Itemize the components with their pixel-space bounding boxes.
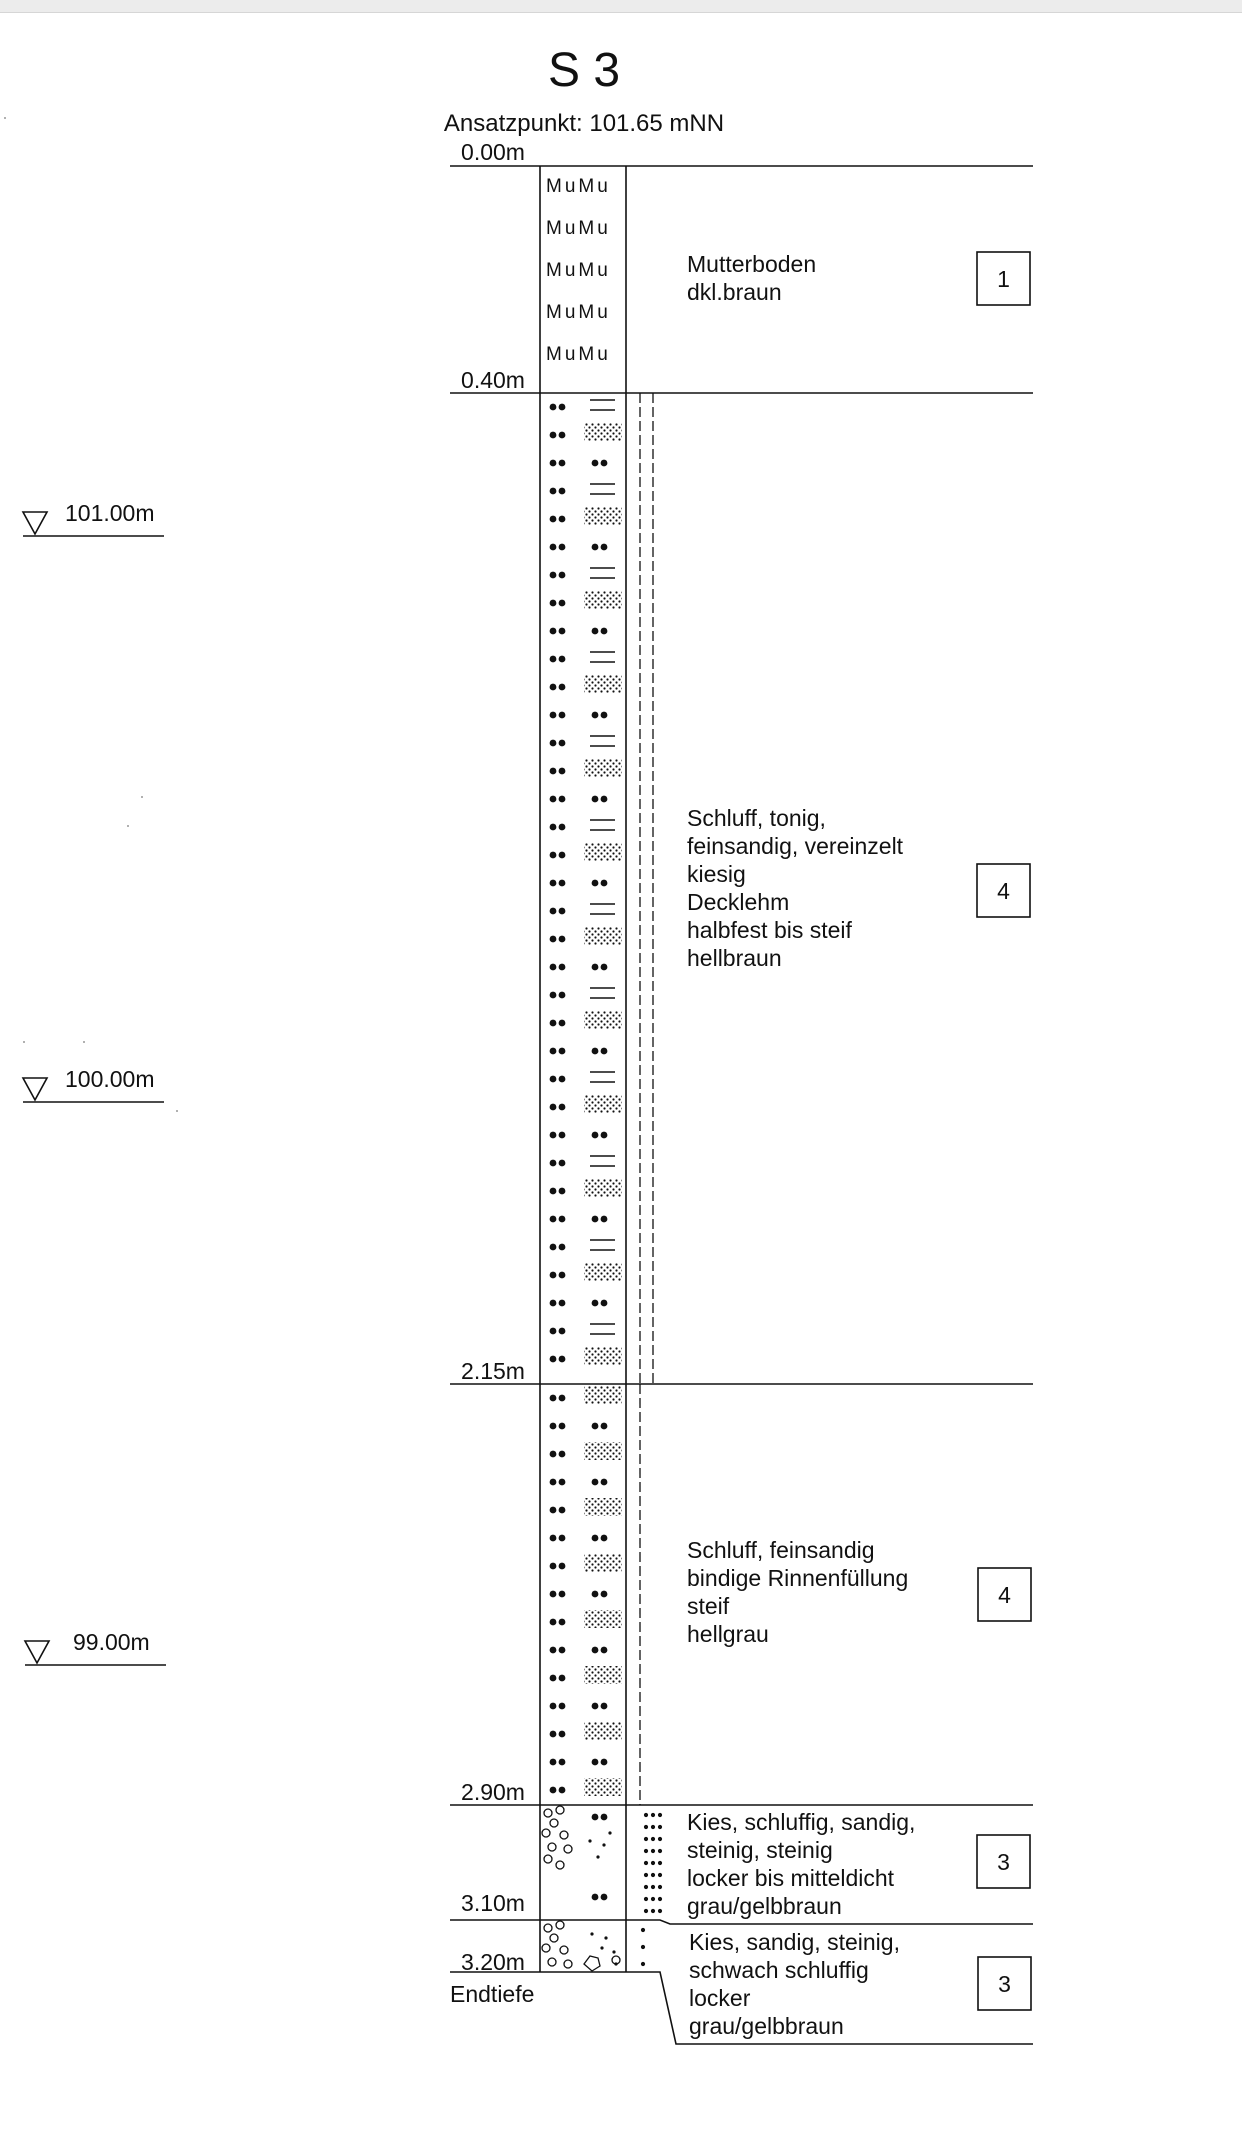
pattern-mark bbox=[601, 1647, 608, 1654]
pattern-mark bbox=[559, 1328, 566, 1335]
layer-pattern bbox=[542, 1921, 620, 1971]
level-triangle-icon bbox=[23, 512, 47, 534]
pattern-mark bbox=[550, 1272, 557, 1279]
pattern-mark bbox=[601, 628, 608, 635]
pattern-mark bbox=[601, 1894, 608, 1901]
pattern-mark bbox=[658, 1837, 662, 1841]
consistency-marker bbox=[641, 1928, 645, 1966]
pattern-mark bbox=[544, 1855, 552, 1863]
pattern-mark bbox=[559, 1020, 566, 1027]
pattern-mark bbox=[550, 656, 557, 663]
pattern-mark bbox=[601, 1300, 608, 1307]
pattern-text: MuMu bbox=[546, 176, 611, 197]
elevation-marker bbox=[23, 1066, 164, 1102]
pattern-mark bbox=[550, 1328, 557, 1335]
pattern-mark bbox=[550, 1160, 557, 1167]
pattern-mark bbox=[559, 880, 566, 887]
pattern-mark bbox=[564, 1845, 572, 1853]
pattern-mark bbox=[550, 1787, 557, 1794]
pattern-mark bbox=[601, 796, 608, 803]
pattern-mark bbox=[559, 852, 566, 859]
pattern-mark bbox=[559, 936, 566, 943]
pattern-mark bbox=[550, 908, 557, 915]
pattern-text: MuMu bbox=[546, 302, 611, 323]
pattern-mark bbox=[590, 1932, 593, 1935]
layer-pattern bbox=[542, 1806, 612, 1900]
pattern-mark bbox=[588, 1839, 591, 1842]
pattern-mark bbox=[550, 936, 557, 943]
pattern-mark bbox=[584, 1610, 622, 1628]
soil-class-number: 1 bbox=[997, 266, 1010, 292]
pattern-mark bbox=[658, 1813, 662, 1817]
pattern-mark bbox=[550, 404, 557, 411]
pattern-mark bbox=[559, 1563, 566, 1570]
pattern-mark bbox=[556, 1861, 564, 1869]
pattern-mark bbox=[550, 432, 557, 439]
pattern-mark bbox=[550, 1356, 557, 1363]
pattern-mark bbox=[592, 1300, 599, 1307]
pattern-mark bbox=[651, 1885, 655, 1889]
pattern-mark bbox=[559, 1076, 566, 1083]
pattern-mark bbox=[559, 460, 566, 467]
pattern-mark bbox=[559, 1300, 566, 1307]
pattern-mark bbox=[658, 1885, 662, 1889]
layer-description-line: bindige Rinnenfüllung bbox=[687, 1565, 909, 1591]
pattern-mark bbox=[601, 712, 608, 719]
pattern-mark bbox=[550, 1619, 557, 1626]
pattern-mark bbox=[601, 880, 608, 887]
layer-description-line: halbfest bis steif bbox=[687, 917, 852, 943]
soil-layer bbox=[542, 1921, 1031, 2039]
pattern-mark bbox=[644, 1897, 648, 1901]
pattern-mark bbox=[550, 1479, 557, 1486]
pattern-mark bbox=[559, 964, 566, 971]
pattern-mark bbox=[550, 1647, 557, 1654]
pattern-mark bbox=[559, 404, 566, 411]
pattern-mark bbox=[550, 852, 557, 859]
layer-description-line: Decklehm bbox=[687, 889, 790, 915]
layer-description-line: hellbraun bbox=[687, 945, 782, 971]
pattern-mark bbox=[601, 964, 608, 971]
pattern-mark bbox=[658, 1873, 662, 1877]
pattern-mark bbox=[559, 768, 566, 775]
pattern-mark bbox=[651, 1837, 655, 1841]
pattern-mark bbox=[651, 1909, 655, 1913]
pattern-mark bbox=[550, 1104, 557, 1111]
pattern-mark bbox=[592, 712, 599, 719]
pattern-mark bbox=[544, 1809, 552, 1817]
pattern-mark bbox=[601, 1703, 608, 1710]
pattern-mark bbox=[550, 488, 557, 495]
consistency-marker bbox=[640, 393, 653, 1384]
pattern-mark bbox=[559, 1507, 566, 1514]
layer-boundary-line bbox=[626, 1920, 1033, 1924]
pattern-mark bbox=[601, 1591, 608, 1598]
pattern-mark bbox=[601, 544, 608, 551]
pattern-mark bbox=[644, 1873, 648, 1877]
pattern-mark bbox=[548, 1843, 556, 1851]
pattern-mark bbox=[651, 1873, 655, 1877]
pattern-mark bbox=[559, 908, 566, 915]
pattern-mark bbox=[559, 1104, 566, 1111]
depth-label: 3.10m bbox=[461, 1890, 525, 1916]
pattern-mark bbox=[592, 1814, 599, 1821]
pattern-mark bbox=[550, 628, 557, 635]
pattern-mark bbox=[658, 1897, 662, 1901]
pattern-mark bbox=[559, 1479, 566, 1486]
pattern-mark bbox=[550, 1216, 557, 1223]
pattern-mark bbox=[601, 460, 608, 467]
pattern-mark bbox=[559, 796, 566, 803]
pattern-mark bbox=[584, 507, 622, 525]
depth-label: 2.90m bbox=[461, 1779, 525, 1805]
pattern-mark bbox=[644, 1885, 648, 1889]
pattern-mark bbox=[644, 1849, 648, 1853]
elevation-marker bbox=[23, 500, 164, 536]
pattern-mark bbox=[584, 1263, 622, 1281]
pattern-mark bbox=[601, 1759, 608, 1766]
pattern-mark bbox=[658, 1861, 662, 1865]
depth-label: 2.15m bbox=[461, 1358, 525, 1384]
pattern-mark bbox=[559, 992, 566, 999]
layer-description-line: locker bbox=[689, 1985, 751, 2011]
pattern-mark bbox=[559, 1132, 566, 1139]
pattern-mark bbox=[550, 1934, 558, 1942]
layer-description-line: locker bis mitteldicht bbox=[687, 1865, 895, 1891]
pattern-mark bbox=[559, 1535, 566, 1542]
pattern-mark bbox=[559, 684, 566, 691]
pattern-mark bbox=[592, 544, 599, 551]
pattern-mark bbox=[559, 1188, 566, 1195]
pattern-mark bbox=[559, 1675, 566, 1682]
pattern-mark bbox=[584, 675, 622, 693]
elevation-label: 100.00m bbox=[65, 1066, 155, 1092]
collar-elevation-label: Ansatzpunkt: 101.65 mNN bbox=[443, 110, 725, 137]
pattern-mark bbox=[584, 927, 622, 945]
pattern-mark bbox=[559, 1451, 566, 1458]
pattern-mark bbox=[651, 1861, 655, 1865]
pattern-text: MuMu bbox=[546, 344, 611, 365]
pattern-mark bbox=[559, 1647, 566, 1654]
pattern-mark bbox=[592, 1894, 599, 1901]
elevation-label: 101.00m bbox=[65, 500, 155, 526]
pattern-mark bbox=[658, 1825, 662, 1829]
pattern-mark bbox=[584, 1442, 622, 1460]
pattern-mark bbox=[584, 591, 622, 609]
elevation-marker bbox=[25, 1629, 166, 1665]
pattern-mark bbox=[560, 1946, 568, 1954]
layer-description-line: Schluff, feinsandig bbox=[687, 1537, 875, 1563]
pattern-mark bbox=[601, 1216, 608, 1223]
pattern-mark bbox=[584, 1666, 622, 1684]
elevation-label: 99.00m bbox=[73, 1629, 150, 1655]
borehole-column bbox=[450, 166, 1033, 2044]
pattern-mark bbox=[658, 1849, 662, 1853]
pattern-mark bbox=[550, 1395, 557, 1402]
depth-label: 0.40m bbox=[461, 367, 525, 393]
pattern-mark bbox=[559, 1731, 566, 1738]
pattern-mark bbox=[559, 600, 566, 607]
pattern-mark bbox=[550, 768, 557, 775]
pattern-mark bbox=[550, 1020, 557, 1027]
pattern-mark bbox=[550, 1188, 557, 1195]
pattern-mark bbox=[550, 600, 557, 607]
pattern-mark bbox=[550, 824, 557, 831]
pattern-mark bbox=[550, 1759, 557, 1766]
pattern-mark bbox=[592, 628, 599, 635]
pattern-mark bbox=[550, 1703, 557, 1710]
pattern-mark bbox=[592, 460, 599, 467]
soil-class-number: 3 bbox=[997, 1849, 1010, 1875]
pattern-mark bbox=[584, 1956, 600, 1971]
layer-description-line: Kies, sandig, steinig, bbox=[689, 1929, 900, 1955]
pattern-mark bbox=[559, 1395, 566, 1402]
pattern-mark bbox=[559, 656, 566, 663]
pattern-mark bbox=[592, 880, 599, 887]
pattern-mark bbox=[601, 1423, 608, 1430]
pattern-mark bbox=[584, 1095, 622, 1113]
soil-class-number: 4 bbox=[997, 878, 1010, 904]
pattern-mark bbox=[584, 1778, 622, 1796]
pattern-mark bbox=[592, 1048, 599, 1055]
pattern-mark bbox=[651, 1897, 655, 1901]
pattern-mark bbox=[559, 1356, 566, 1363]
soil-layer bbox=[542, 1806, 1030, 1919]
layer-description-line: Schluff, tonig, bbox=[687, 805, 826, 831]
pattern-mark bbox=[559, 432, 566, 439]
pattern-mark bbox=[559, 628, 566, 635]
layer-description-line: Mutterboden bbox=[687, 251, 817, 277]
pattern-mark bbox=[550, 1675, 557, 1682]
pattern-mark bbox=[602, 1843, 605, 1846]
pattern-mark bbox=[584, 759, 622, 777]
pattern-mark bbox=[641, 1962, 645, 1966]
pattern-mark bbox=[596, 1855, 599, 1858]
layer-description-line: grau/gelbbraun bbox=[689, 2013, 844, 2039]
pattern-mark bbox=[550, 1731, 557, 1738]
pattern-mark bbox=[592, 964, 599, 971]
pattern-mark bbox=[592, 1535, 599, 1542]
pattern-mark bbox=[584, 1722, 622, 1740]
layer-description-line: feinsandig, vereinzelt bbox=[687, 833, 904, 859]
pattern-mark bbox=[559, 1423, 566, 1430]
pattern-mark bbox=[550, 1048, 557, 1055]
pattern-mark bbox=[644, 1813, 648, 1817]
pattern-mark bbox=[559, 1272, 566, 1279]
pattern-mark bbox=[651, 1825, 655, 1829]
pattern-mark bbox=[584, 423, 622, 441]
pattern-mark bbox=[658, 1909, 662, 1913]
pattern-mark bbox=[559, 1703, 566, 1710]
layer-pattern bbox=[550, 400, 622, 1365]
pattern-mark bbox=[550, 740, 557, 747]
pattern-mark bbox=[550, 1507, 557, 1514]
level-triangle-icon bbox=[23, 1078, 47, 1100]
borehole-title: S 3 bbox=[547, 44, 621, 97]
pattern-mark bbox=[612, 1950, 615, 1953]
pattern-mark bbox=[584, 1011, 622, 1029]
soil-layer bbox=[550, 1384, 1031, 1805]
pattern-mark bbox=[592, 1423, 599, 1430]
pattern-text: MuMu bbox=[546, 218, 611, 239]
scan-specks bbox=[4, 117, 178, 1112]
pattern-mark bbox=[550, 460, 557, 467]
layer-description-line: dkl.braun bbox=[687, 279, 782, 305]
pattern-mark bbox=[608, 1831, 611, 1834]
pattern-mark bbox=[559, 516, 566, 523]
pattern-mark bbox=[641, 1945, 645, 1949]
pattern-mark bbox=[550, 1591, 557, 1598]
pattern-mark bbox=[644, 1861, 648, 1865]
pattern-mark bbox=[559, 572, 566, 579]
pattern-mark bbox=[584, 1498, 622, 1516]
pattern-mark bbox=[556, 1921, 564, 1929]
layer-description-line: hellgrau bbox=[687, 1621, 769, 1647]
pattern-mark bbox=[550, 1132, 557, 1139]
depth-label: 0.00m bbox=[461, 139, 525, 165]
pattern-mark bbox=[641, 1928, 645, 1932]
pattern-mark bbox=[559, 1787, 566, 1794]
layer-description-line: steinig, steinig bbox=[687, 1837, 833, 1863]
pattern-mark bbox=[604, 1936, 607, 1939]
pattern-mark bbox=[550, 1300, 557, 1307]
layer-description-line: Kies, schluffig, sandig, bbox=[687, 1809, 916, 1835]
pattern-mark bbox=[550, 1563, 557, 1570]
pattern-mark bbox=[601, 1048, 608, 1055]
pattern-mark bbox=[559, 712, 566, 719]
pattern-mark bbox=[644, 1909, 648, 1913]
pattern-mark bbox=[559, 1759, 566, 1766]
soil-class-number: 4 bbox=[998, 1582, 1011, 1608]
pattern-mark bbox=[550, 712, 557, 719]
pattern-mark bbox=[550, 1076, 557, 1083]
consistency-marker bbox=[644, 1813, 662, 1913]
pattern-mark bbox=[592, 1216, 599, 1223]
pattern-mark bbox=[601, 1535, 608, 1542]
pattern-mark bbox=[542, 1829, 550, 1837]
pattern-mark bbox=[559, 1216, 566, 1223]
pattern-mark bbox=[592, 796, 599, 803]
layer-pattern bbox=[550, 1386, 622, 1796]
pattern-mark bbox=[550, 516, 557, 523]
pattern-mark bbox=[559, 544, 566, 551]
pattern-mark bbox=[556, 1806, 564, 1814]
pattern-mark bbox=[550, 572, 557, 579]
pattern-mark bbox=[559, 1244, 566, 1251]
pattern-mark bbox=[550, 992, 557, 999]
pattern-mark bbox=[592, 1591, 599, 1598]
pattern-mark bbox=[559, 740, 566, 747]
pattern-mark bbox=[544, 1924, 552, 1932]
pattern-mark bbox=[550, 544, 557, 551]
pattern-mark bbox=[592, 1132, 599, 1139]
pattern-mark bbox=[601, 1814, 608, 1821]
pattern-mark bbox=[584, 1179, 622, 1197]
pattern-mark bbox=[584, 1347, 622, 1365]
pattern-mark bbox=[548, 1958, 556, 1966]
pattern-mark bbox=[550, 1451, 557, 1458]
pattern-mark bbox=[651, 1813, 655, 1817]
pattern-mark bbox=[592, 1759, 599, 1766]
layer-description-line: kiesig bbox=[687, 861, 746, 887]
pattern-mark bbox=[542, 1944, 550, 1952]
pattern-mark bbox=[584, 1554, 622, 1572]
pattern-mark bbox=[560, 1831, 568, 1839]
layer-pattern bbox=[546, 176, 611, 365]
pattern-mark bbox=[550, 684, 557, 691]
pattern-mark bbox=[550, 796, 557, 803]
layer-description-line: schwach schluffig bbox=[689, 1957, 869, 1983]
depth-labels bbox=[450, 139, 534, 2007]
depth-label: 3.20m bbox=[461, 1949, 525, 1975]
pattern-mark bbox=[550, 964, 557, 971]
pattern-mark bbox=[601, 1132, 608, 1139]
pattern-mark bbox=[644, 1825, 648, 1829]
pattern-mark bbox=[550, 1819, 558, 1827]
pattern-mark bbox=[550, 1244, 557, 1251]
pattern-mark bbox=[559, 1160, 566, 1167]
pattern-mark bbox=[600, 1946, 603, 1949]
soil-layer bbox=[546, 176, 1030, 365]
pattern-mark bbox=[559, 1619, 566, 1626]
pattern-mark bbox=[601, 1479, 608, 1486]
pattern-mark bbox=[584, 843, 622, 861]
pattern-mark bbox=[651, 1849, 655, 1853]
pattern-mark bbox=[559, 824, 566, 831]
pattern-mark bbox=[550, 880, 557, 887]
pattern-mark bbox=[550, 1535, 557, 1542]
pattern-mark bbox=[559, 1048, 566, 1055]
pattern-mark bbox=[564, 1960, 572, 1968]
soil-layer bbox=[550, 393, 1030, 1384]
pattern-mark bbox=[559, 1591, 566, 1598]
pattern-mark bbox=[592, 1647, 599, 1654]
pattern-mark bbox=[644, 1837, 648, 1841]
pattern-mark bbox=[550, 1423, 557, 1430]
soil-layers bbox=[542, 176, 1031, 2039]
pattern-text: MuMu bbox=[546, 260, 611, 281]
level-triangle-icon bbox=[25, 1641, 49, 1663]
layer-description-line: grau/gelbbraun bbox=[687, 1893, 842, 1919]
end-depth-label: Endtiefe bbox=[450, 1981, 535, 2007]
soil-class-number: 3 bbox=[998, 1971, 1011, 1997]
pattern-mark bbox=[559, 488, 566, 495]
pattern-mark bbox=[592, 1479, 599, 1486]
layer-description-line: steif bbox=[687, 1593, 730, 1619]
pattern-mark bbox=[592, 1703, 599, 1710]
pattern-mark bbox=[584, 1386, 622, 1404]
